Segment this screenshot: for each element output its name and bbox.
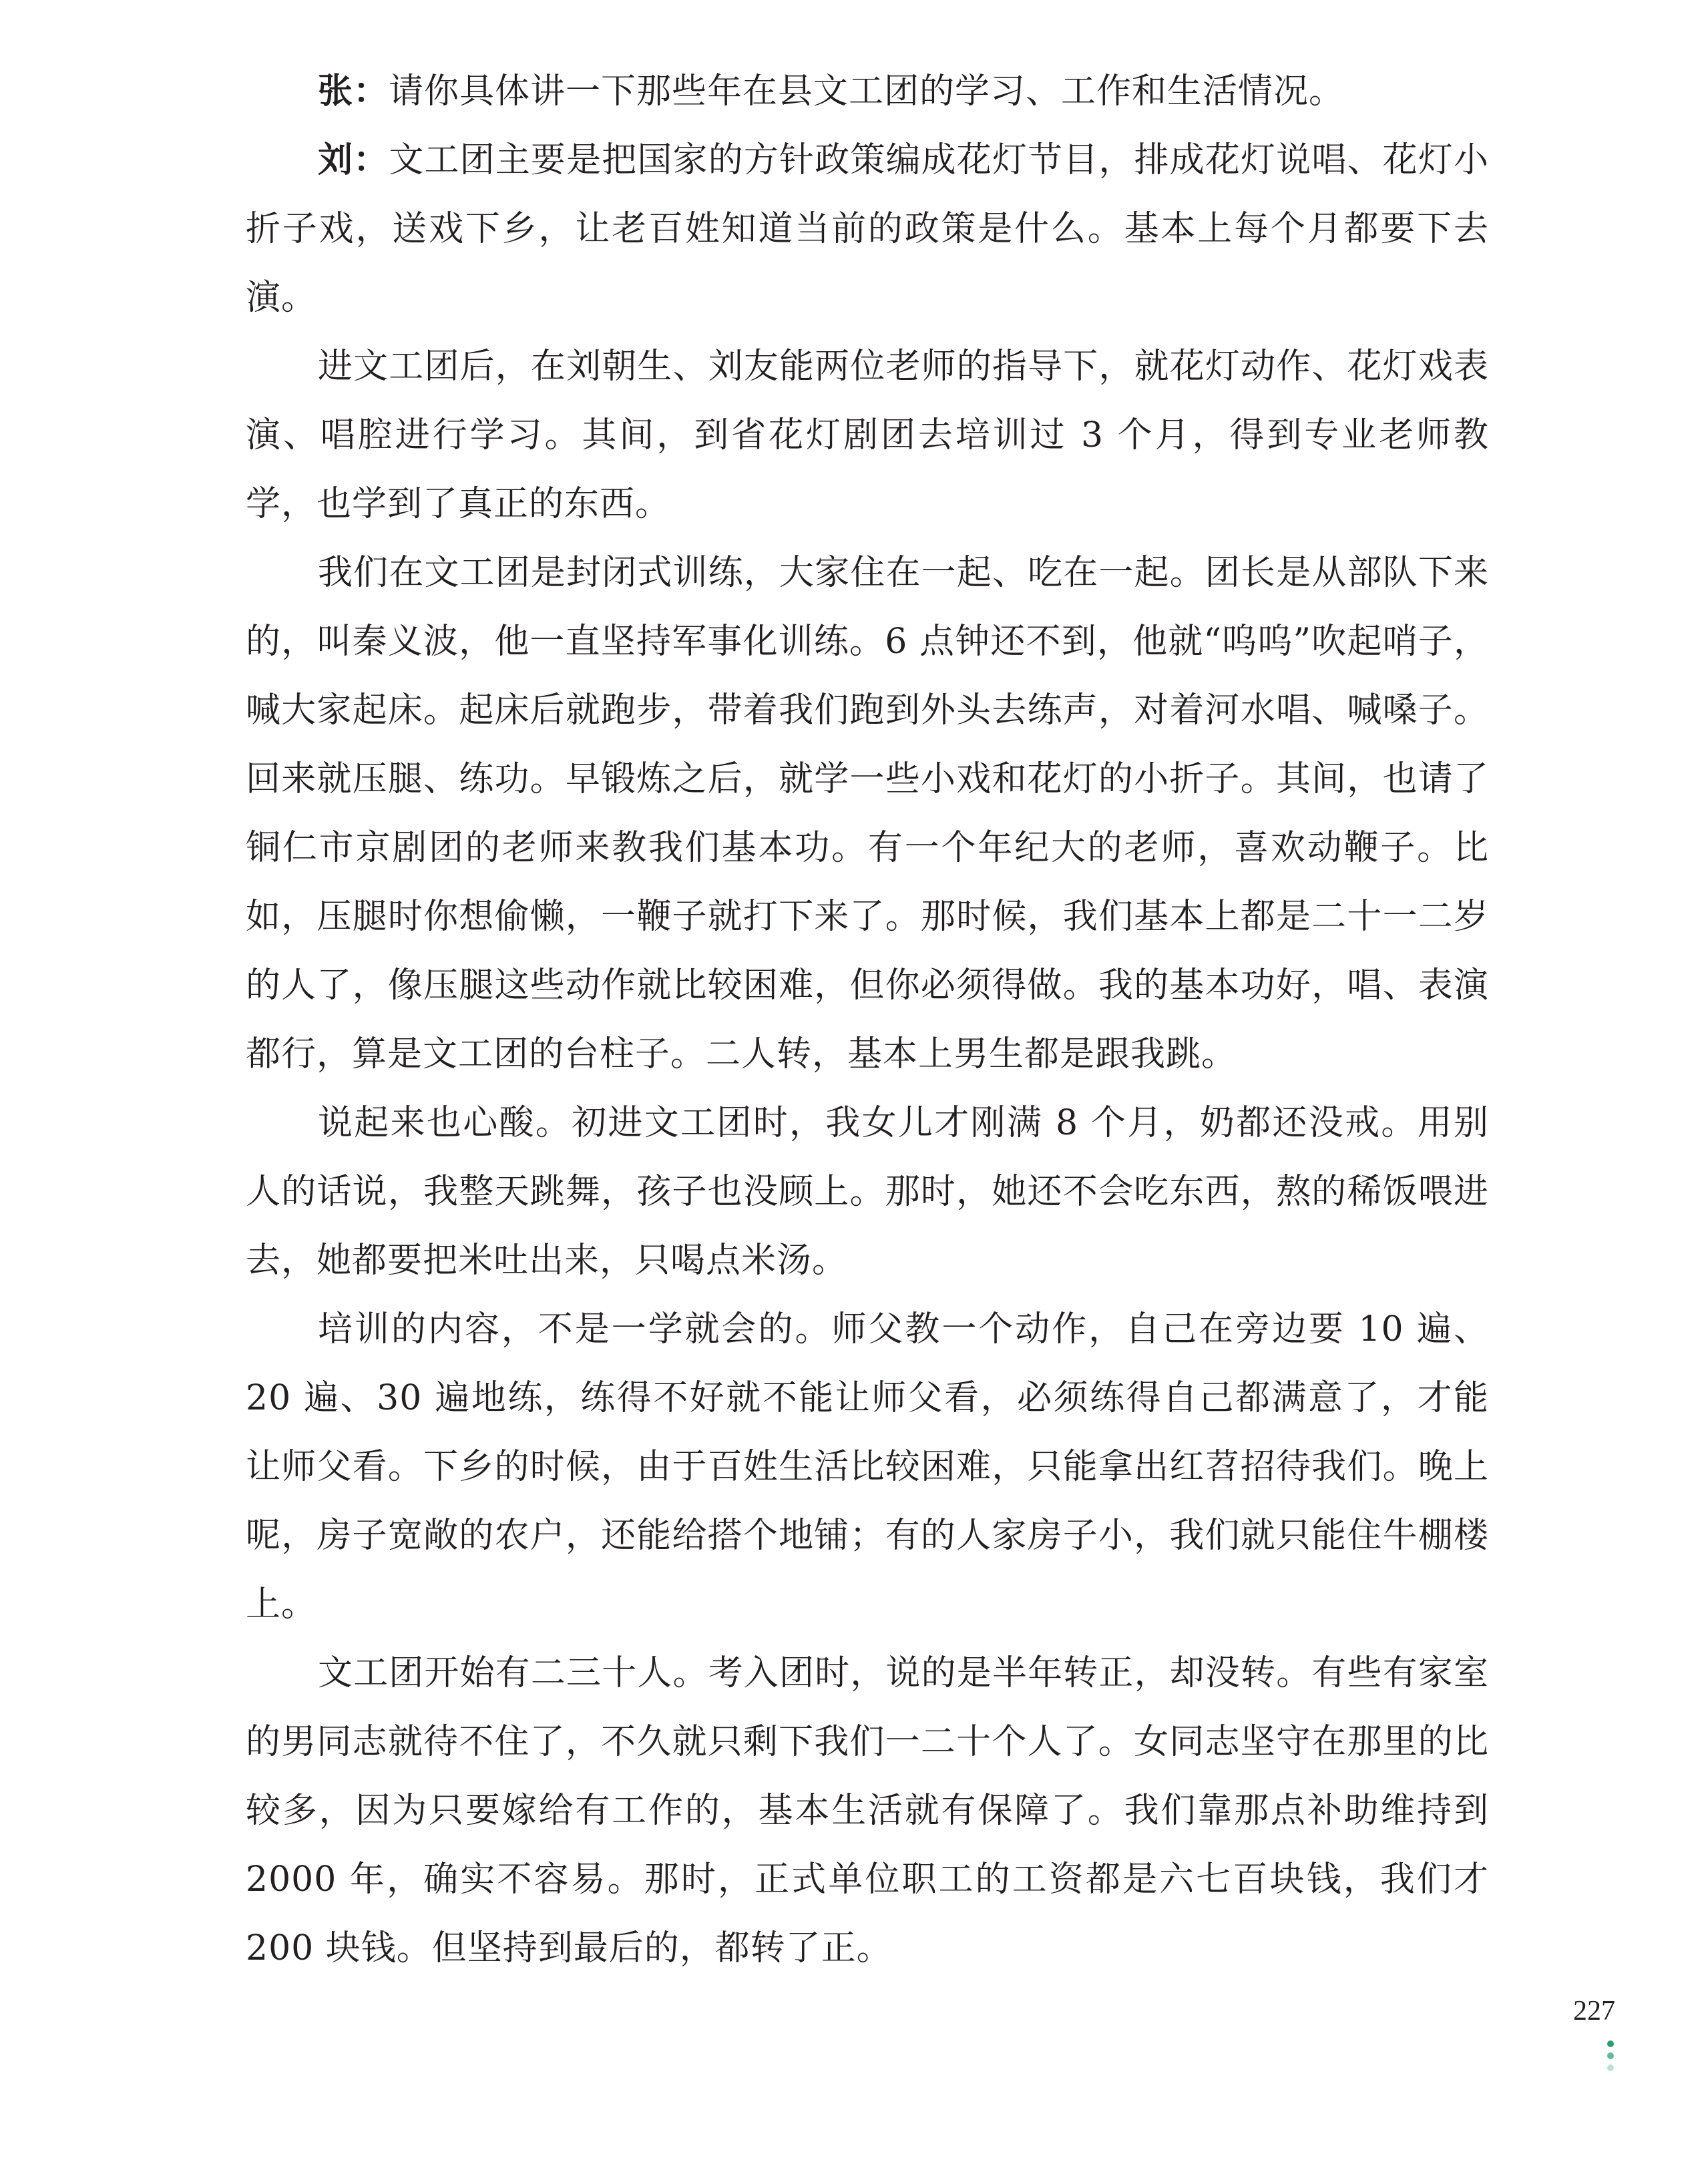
paragraph: 培训的内容，不是一学就会的。师父教一个动作，自己在旁边要 10 遍、20 遍、30 遍地练，练得不好就不能让师父看，必须练得自己都满意了，才能让师父看。下乡的时候，由于百姓生活比较困难，只能拿出红苕招待我们。晚上呢，房子宽敞的农户，还能给搭个地铺；有的人家房子小，我们就只能住牛棚楼上。 <box>246 1309 1489 1624</box>
paragraph: 说起来也心酸。初进文工团时，我女儿才刚满 8 个月，奶都还没戒。用别人的话说，我整天跳舞，孩子也没顾上。那时，她还不会吃东西，熬的稀饭喂进去，她都要把米吐出来，只喝点米汤。 <box>246 1103 1489 1281</box>
dialogue-line-zhang <box>246 57 1489 126</box>
dot-icon <box>1607 2040 1614 2047</box>
paragraph: 我们在文工团是封闭式训练，大家住在一起、吃在一起。团长是从部队下来的，叫秦义波，他一直坚持军事化训练。6 点钟还不到，他就“呜呜”吹起哨子，喊大家起床。起床后就跑步，带着我们跑到外头去练声，对着河水唱、喊嗓子。回来就压腿、练功。早锻炼之后，就学一些小戏和花灯的小折子。其间，也请了铜仁市京剧团的老师来教我们基本功。有一个年纪大的老师，喜欢动鞭子。比如，压腿时你想偷懒，一鞭子就打下来了。那时候，我们基本上都是二十一二岁的人了，像压腿这些动作就比较困难，但你必须得做。我的基本功好，唱、表演都行，算是文工团的台柱子。二人转，基本上男生都是跟我跳。 <box>246 553 1489 1074</box>
paragraph: 进文工团后，在刘朝生、刘友能两位老师的指导下，就花灯动作、花灯戏表演、唱腔进行学习。其间，到省花灯剧团去培训过 3 个月，得到专业老师教学，也学到了真正的东西。 <box>246 347 1489 524</box>
speaker-label: 张： <box>318 71 389 112</box>
dot-icon <box>1607 2052 1614 2059</box>
speaker-label: 刘： <box>318 140 389 180</box>
dialogue-line-liu <box>246 126 1489 333</box>
dialogue-text: 文工团主要是把国家的方针政策编成花灯节目，排成花灯说唱、花灯小折子戏，送戏下乡，让老百姓知道当前的政策是什么。基本上每个月都要下去演。 <box>246 140 1489 318</box>
paragraph: 文工团开始有二三十人。考入团时，说的是半年转正，却没转。有些有家室的男同志就待不住了，不久就只剩下我们一二十个人了。女同志坚守在那里的比较多，因为只要嫁给有工作的，基本生活就有保障了。我们靠那点补助维持到 2000 年，确实不容易。那时，正式单位职工的工资都是六七百块钱，我们才 200 块钱。但坚持到最后的，都转了正。 <box>246 1653 1489 1968</box>
page-number: 227 <box>1573 1996 1615 2026</box>
body-text <box>246 57 1489 1983</box>
decorative-dots <box>1607 2040 1615 2077</box>
dot-icon <box>1607 2064 1614 2071</box>
dialogue-text: 请你具体讲一下那些年在县文工团的学习、工作和生活情况。 <box>389 71 1345 112</box>
